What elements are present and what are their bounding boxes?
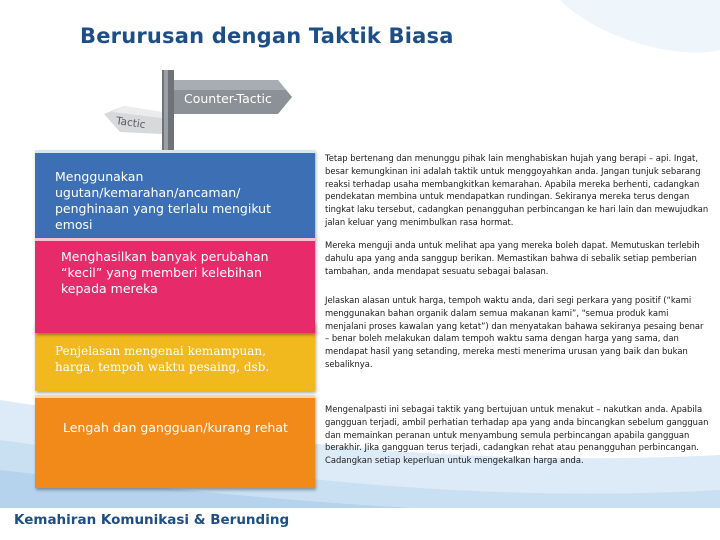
tactic-card-delay-interruption	[35, 395, 315, 488]
footer-title: Kemahiran Komunikasi & Berunding	[14, 512, 290, 528]
tactic-text: Tactic	[115, 115, 147, 132]
page-title: Berurusan dengan Taktik Biasa	[80, 24, 454, 48]
tactic-card-emotional-threats	[35, 150, 315, 238]
tactic-label: Penjelasan mengenai kemampuan, harga, tempoh waktu pesaing, dsb.	[55, 344, 270, 374]
tactic-label: Lengah dan gangguan/kurang rehat	[63, 420, 288, 435]
tactic-card-small-changes	[35, 238, 315, 333]
counter-tactic-text: Counter-Tactic	[184, 91, 272, 106]
tactic-label: Menghasilkan banyak perubahan “kecil” yang memberi kelebihan kepada mereka	[61, 249, 269, 296]
counter-tactic-text-4: Mengenalpasti ini sebagai taktik yang bertujuan untuk menakut – nakutkan anda. Apabila gangguan terjadi, ambil perhatian terhadap apa yang anda bincangkan sebelum gangguan dan memainkan peranan untuk menyambung semula perbincangan apabila gangguan berakhir. Jika gangguan terus terjadi, cadangkan rehat atau penangguhan perbincangan. Cadangkan setiap keperluan untuk mengekalkan harga anda.	[325, 404, 709, 466]
counter-tactic-text-2: Mereka menguji anda untuk melihat apa yang mereka boleh dapat. Memutuskan terlebih dahulu apa yang anda sanggup berikan. Memastikan bahwa di sebalik setiap pemberian tambahan, anda mendapat sesuatu sebagai balasan.	[325, 240, 700, 276]
counter-tactic-text-3: Jelaskan alasan untuk harga, tempoh waktu anda, dari segi perkara yang positif (“kami menggunakan bahan organik dalam semua makanan kami”, "semua produk kami menjalani proses kawalan yang ketat”) dan menyatakan bahawa sekiranya pesaing benar – benar boleh melakukan dalam tempoh waktu sama dengan harga yang sama, dan mendapat hasil yang setanding, mereka mesti menerima urusan yang baik dan bukan sebaliknya.	[325, 295, 704, 369]
counter-tactic-text-1: Tetap bertenang dan menunggu pihak lain menghabiskan hujah yang berapi – api. Ingat, besar kemungkinan ini adalah taktik untuk menggoyahkan anda. Jangan tunjuk sebarang reaksi terhadap usaha membangkitkan kemarahan. Apabila mereka berhenti, cadangkan pendekatan membina untuk mendapatkan rundingan. Sekiranya mereka terus dengan tingkat laku tersebut, cadangkan penangguhan perbincangan ke hari lain dan mewujudkan jalan keluar yang menimbulkan rasa hormat.	[325, 153, 709, 227]
tactic-label: Menggunakan ugutan/kemarahan/ancaman/ penghinaan yang terlalu mengikut emosi	[55, 169, 272, 232]
